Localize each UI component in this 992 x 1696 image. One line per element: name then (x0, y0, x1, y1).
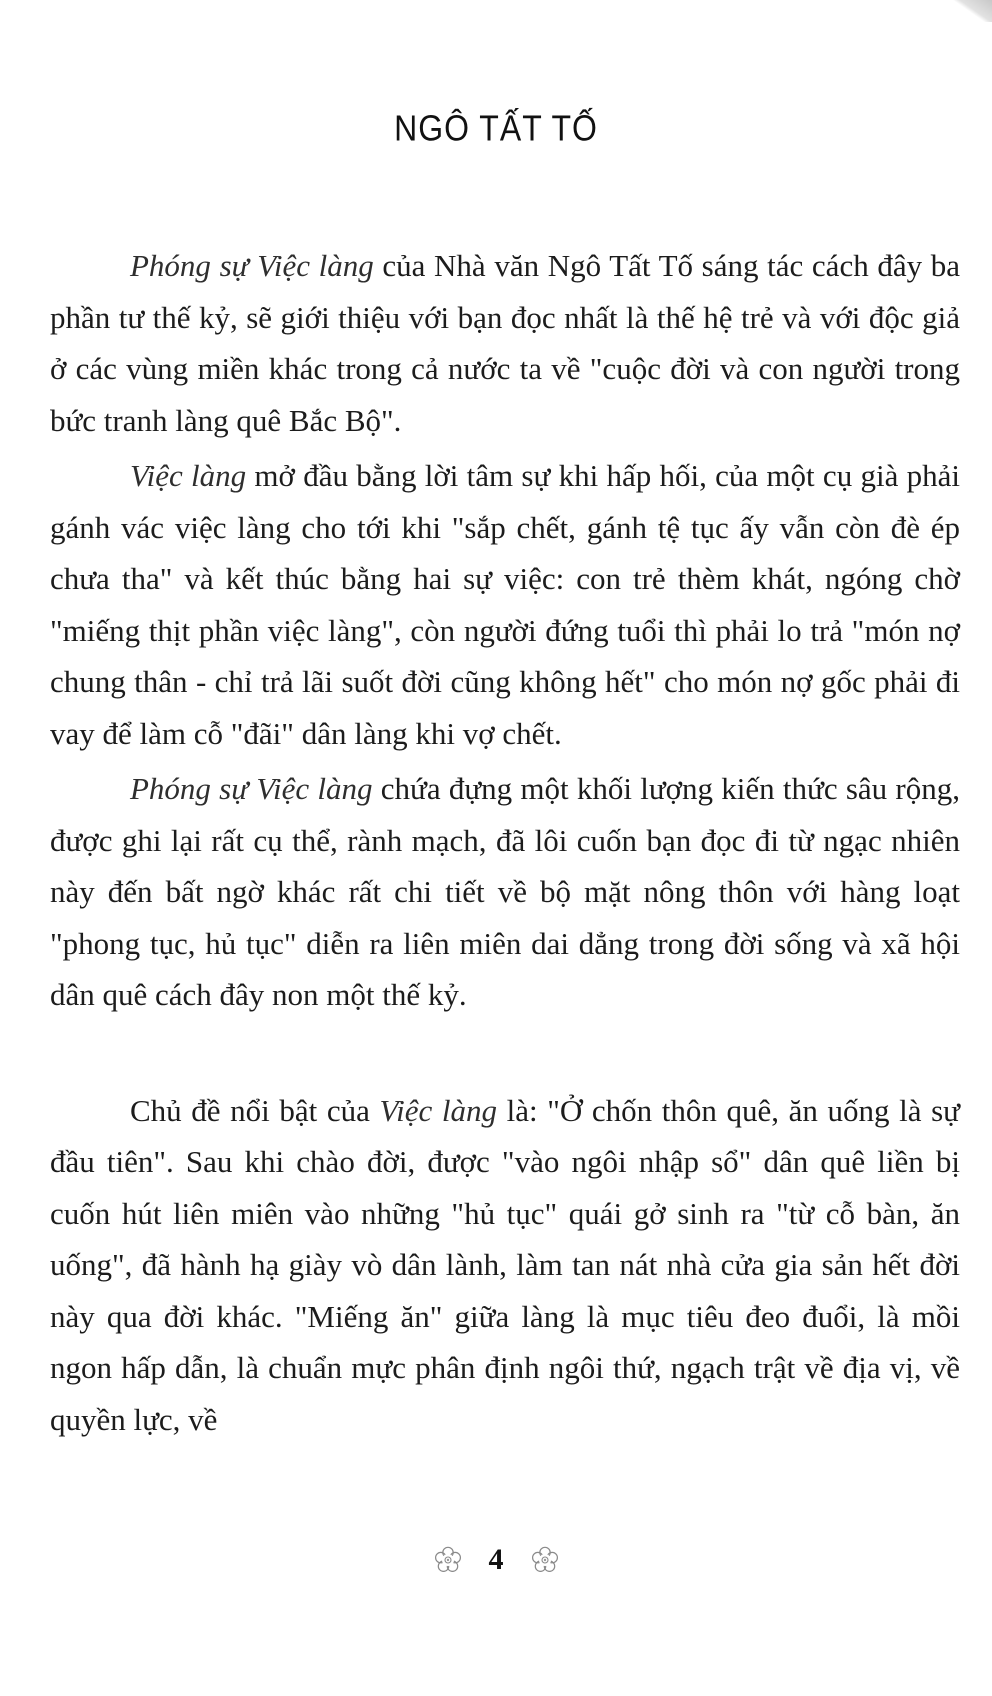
paragraph-text: của Nhà văn Ngô Tất Tố sáng tác cách đây ba phần tư thế kỷ, sẽ giới thiệu với bạn đọc nhất là thế hệ trẻ và với độc giả ở các vùng miền khác trong cả nước ta về "cuộc đời và con người trong bức tranh làng quê Bắc Bộ". (50, 248, 961, 438)
body-text (50, 240, 960, 1445)
paragraph-text: là: "Ở chốn thôn quê, ăn uống là sự đầu tiên". Sau khi chào đời, được "vào ngôi nhập sổ" dân quê liền bị cuốn hút liên miên vào những "hủ tục" quái gở sinh ra "từ cỗ bàn, ăn uống", đã hành hạ giày vò dân lành, làm tan nát nhà cửa gia sản hết đời này qua đời khác. "Miếng ăn" giữa làng là mục tiêu đeo đuổi, là mồi ngon hấp dẫn, là chuẩn mực phân định ngôi thứ, ngạch trật về địa vị, về quyền lực, về (50, 1092, 960, 1437)
paragraph-lead: Chủ đề nổi bật của (130, 1092, 380, 1128)
italic-title: Việc làng (130, 458, 247, 493)
page-number: 4 (488, 1543, 504, 1576)
italic-title: Việc làng (379, 1092, 498, 1128)
flower-icon (433, 1545, 463, 1575)
italic-title: Phóng sự Việc làng (130, 771, 373, 806)
flower-icon (530, 1545, 560, 1575)
italic-title: Phóng sự Việc làng (130, 248, 374, 283)
paragraph-text: chứa đựng một khối lượng kiến thức sâu rộng, được ghi lại rất cụ thể, rành mạch, đã lôi cuốn bạn đọc đi từ ngạc nhiên này đến bất ngờ khác rất chi tiết về bộ mặt nông thôn với hàng loạt "phong tục, hủ tục" diễn ra liên miên dai dẳng trong đời sống và xã hội dân quê cách đây non một thế kỷ. (50, 771, 960, 1012)
paragraph-text: mở đầu bằng lời tâm sự khi hấp hối, của một cụ già phải gánh vác việc làng cho tới khi "sắp chết, gánh tệ tục ấy vẫn còn đè ép chưa tha" và kết thúc bằng hai sự việc: con trẻ thèm khát, ngóng chờ "miếng thịt phần việc làng", còn người đứng tuổi thì phải lo trả "món nợ chung thân - chỉ trả lãi suốt đời cũng không hết" cho món nợ gốc phải đi vay để làm cỗ "đãi" dân làng khi vợ chết. (50, 458, 960, 751)
paragraph-4 (50, 1085, 960, 1446)
paragraph-2 (50, 450, 960, 759)
paragraph-3 (50, 763, 960, 1021)
page-footer (0, 1543, 992, 1577)
running-header: NGÔ TẤT TỐ (394, 107, 598, 149)
page-corner-fold (952, 0, 992, 22)
paragraph-1 (50, 240, 960, 446)
